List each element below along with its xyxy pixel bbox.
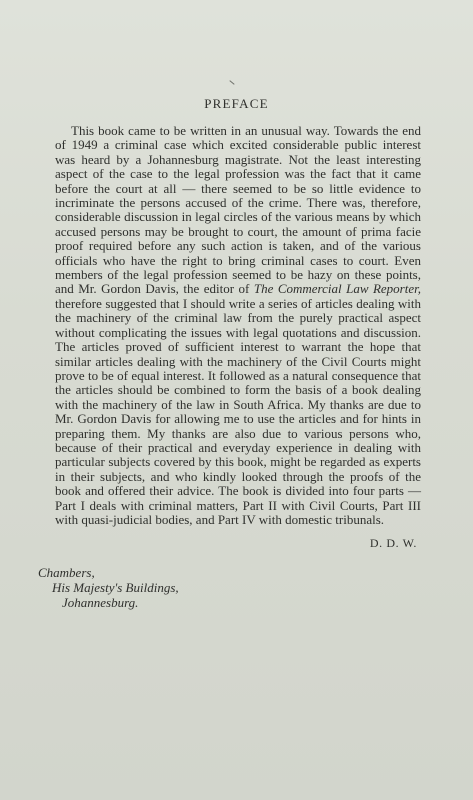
- address-line-1: Chambers,: [38, 565, 95, 580]
- address-line-3: Johannesburg.: [62, 594, 139, 610]
- paragraph-text-end: therefore suggested that I should write a series of articles dealing with the machinery of the criminal law from the purely practical aspect without complicating the issues with legal quotations and discussion. The articles proved of sufficient interest to warrant the hope that similar articles dealing with the machinery of the Civil Courts might prove to be of equal interest. It followed as a natural consequence that the articles should be combined to form the basis of a book dealing with the machinery of the law in South Africa. My thanks are due to Mr. Gordon Davis for allowing me to use the articles and for hints in preparing them. My thanks are also due to various persons who, because of their practical and everyday experience in dealing with particular subjects covered by this book, might be regarded as experts in their subjects, and who kindly looked through the proofs of the book and offered their advice. The book is divided into four parts — Part I deals with criminal matters, Part II with Civil Courts, Part III with quasi-judicial bodies, and Part IV with domestic tribunals.: [55, 295, 421, 527]
- preface-paragraph: [55, 124, 421, 527]
- journal-title: The Commercial Law Reporter,: [253, 281, 421, 297]
- ink-mark: [229, 80, 234, 85]
- address-block: [38, 566, 179, 610]
- author-initials: D. D. W.: [369, 536, 417, 550]
- address-line-2: His Majesty's Buildings,: [52, 579, 179, 595]
- preface-body: [55, 124, 421, 527]
- preface-heading: PREFACE: [204, 96, 269, 111]
- paragraph-text-start: This book came to be written in an unusual way. Towards the end of 1949 a criminal case which excited considerable public interest was heard by a Johannesburg magistrate. Not the least interesting aspect of the case to the legal profession was the fact that it came before the court at all — there seemed to be so little evidence to incriminate the persons accused of the crime. There was, therefore, considerable discussion in legal circles of the various means by which accused persons may be brought to court, the amount of prima facie proof required before any such action is taken, and of the various officials who have the right to bring criminal cases to court. Even members of the legal profession seemed to be hazy on these points, and Mr. Gordon Davis, the editor of: [55, 123, 421, 297]
